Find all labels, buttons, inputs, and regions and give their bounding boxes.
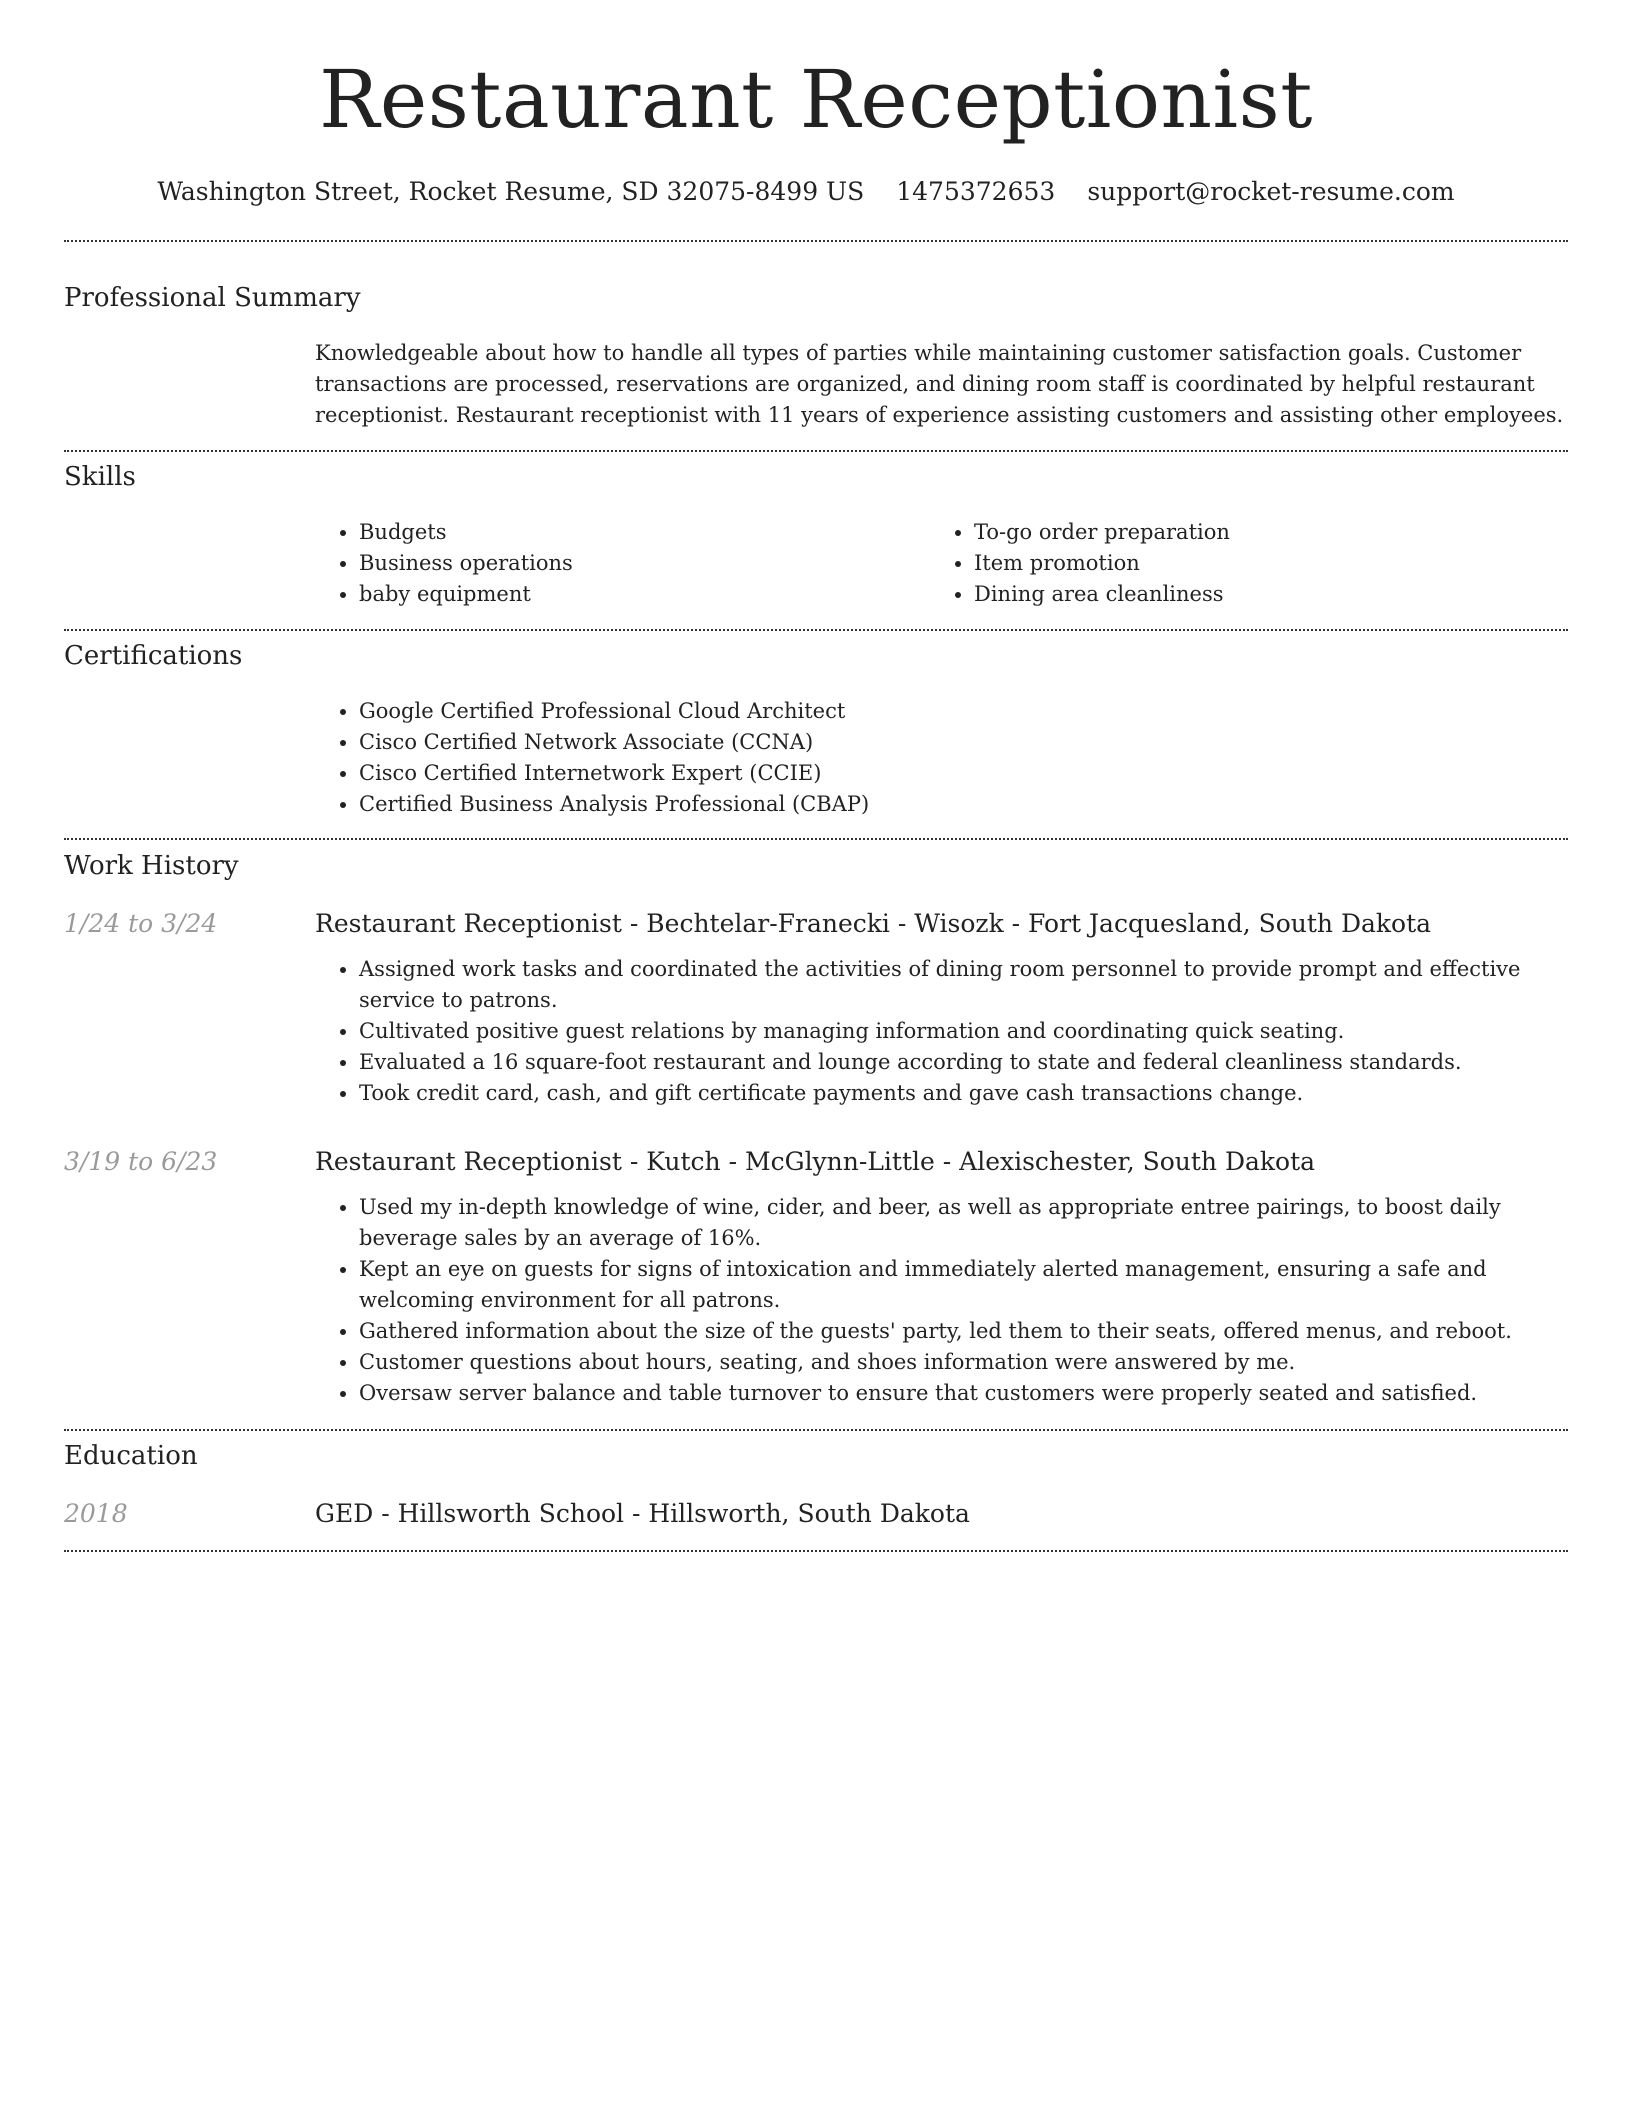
skills-grid [315,517,1568,610]
skills-content [315,517,1568,610]
certification-item: • Cisco Certified Internetwork Expert (CCIE) [359,758,1568,789]
job-entry [315,1144,1568,1409]
skills-heading: Skills [64,462,136,492]
certifications-content [315,696,1568,820]
education-year: 2018 [64,1499,128,1528]
job-bullet: • Customer questions about hours, seating, and shoes information were answered by me. [359,1347,1568,1378]
contact-info [0,174,1632,210]
job-dates: 3/19 to 6/23 [64,1147,218,1176]
skills-column-left [315,517,930,610]
candidate-name: Restaurant Receptionist [319,53,1313,146]
education-degree: GED - Hillsworth School - Hillsworth, South Dakota [315,1499,970,1528]
job-dates: 1/24 to 3/24 [64,909,218,938]
certifications-list [315,696,1568,820]
skill-item: • To-go order preparation [974,517,1545,548]
certification-item: • Google Certified Professional Cloud Architect [359,696,1568,727]
summary-heading: Professional Summary [64,283,361,313]
summary-text: Knowledgeable about how to handle all types of parties while maintaining customer satisfaction goals. Customer transactions are processed, reservations are organized, and dining room staff is coordinated by helpful restaurant receptionist. Restaurant receptionist with 11 years of experience assisting customers and assisting other employees. [315,341,1564,427]
contact-phone: 1475372653 [896,177,1056,206]
job-bullet: • Kept an eye on guests for signs of intoxication and immediately alerted management, ensuring a safe and welcoming environment for all patrons. [359,1254,1568,1316]
section-divider [64,629,1568,631]
skills-list-left [315,517,930,610]
resume-header [0,40,1632,210]
job-bullet: • Assigned work tasks and coordinated the activities of dining room personnel to provide prompt and effective service to patrons. [359,954,1568,1016]
skill-item: • baby equipment [359,579,930,610]
certification-item: • Certified Business Analysis Professional (CBAP) [359,789,1568,820]
job-entry [315,906,1568,1109]
section-divider [64,838,1568,840]
job-heading: Restaurant Receptionist - Kutch - McGlynn-Little - Alexischester, South Dakota [315,1147,1316,1176]
section-divider [64,240,1568,242]
skill-item: • Item promotion [974,548,1545,579]
job-bullets [315,1192,1568,1409]
job-bullet: • Cultivated positive guest relations by managing information and coordinating quick seating. [359,1016,1568,1047]
skill-item: • Dining area cleanliness [974,579,1545,610]
job-bullet: • Oversaw server balance and table turnover to ensure that customers were properly seated and satisfied. [359,1378,1568,1409]
job-bullets [315,954,1568,1109]
job-bullet: • Evaluated a 16 square-foot restaurant and lounge according to state and federal cleanliness standards. [359,1047,1568,1078]
skills-column-right [930,517,1545,610]
job-bullet: • Took credit card, cash, and gift certificate payments and gave cash transactions change. [359,1078,1568,1109]
skill-item: • Business operations [359,548,930,579]
section-divider [64,1429,1568,1431]
contact-address: Washington Street, Rocket Resume, SD 32075-8499 US [157,177,865,206]
job-heading: Restaurant Receptionist - Bechtelar-Franecki - Wisozk - Fort Jacquesland, South Dakota [315,909,1432,938]
job-bullet: • Gathered information about the size of the guests' party, led them to their seats, offered menus, and reboot. [359,1316,1568,1347]
summary-content [315,338,1568,431]
skill-item: • Budgets [359,517,930,548]
education-heading: Education [64,1441,198,1471]
education-entry [315,1496,1568,1532]
work-history-heading: Work History [64,851,239,881]
contact-email: support@rocket-resume.com [1087,177,1455,206]
job-bullet: • Used my in-depth knowledge of wine, cider, and beer, as well as appropriate entree pairings, to boost daily beverage sales by an average of 16%. [359,1192,1568,1254]
certifications-heading: Certifications [64,641,243,671]
certification-item: • Cisco Certified Network Associate (CCNA) [359,727,1568,758]
section-divider [64,450,1568,452]
section-divider [64,1550,1568,1552]
skills-list-right [930,517,1545,610]
